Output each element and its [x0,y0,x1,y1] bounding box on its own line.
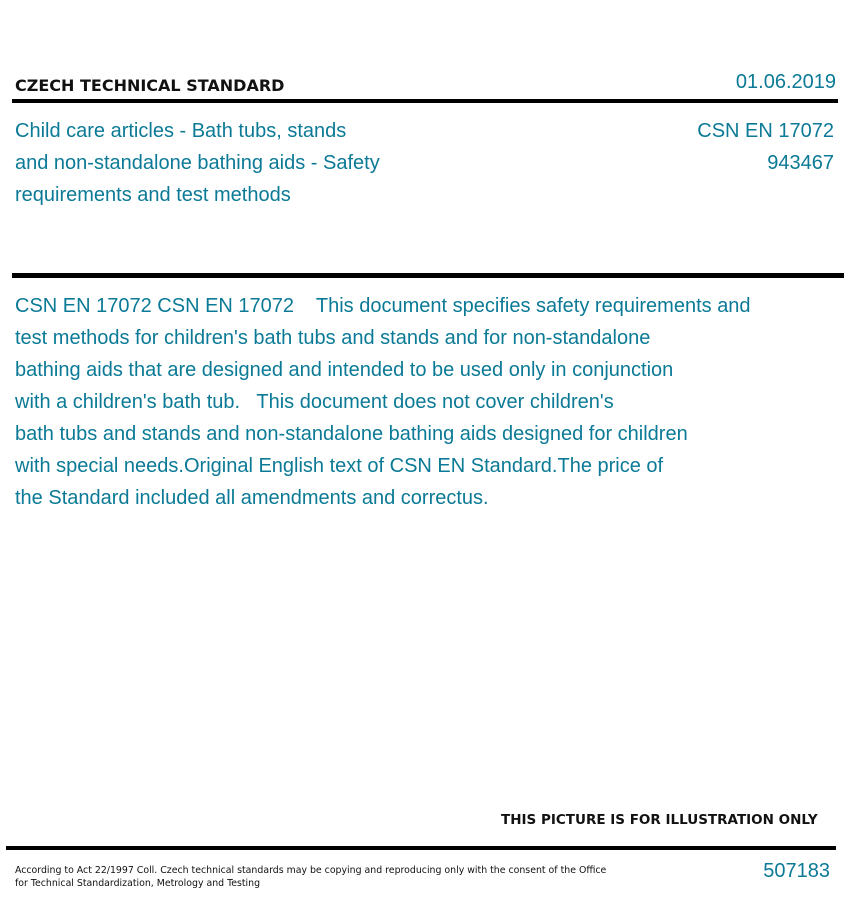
standard-code: CSN EN 17072 [697,120,834,142]
description-line: the Standard included all amendments and correctus. [15,487,489,509]
middle-divider [12,273,844,278]
catalog-number: 507183 [763,860,830,882]
title-line: and non-standalone bathing aids - Safety [15,152,380,174]
standard-identifiers [697,115,834,179]
description-line: CSN EN 17072 CSN EN 17072 This document specifies safety requirements and [15,295,751,317]
description-line: bath tubs and stands and non-standalone bathing aids designed for children [15,423,688,445]
standard-number: 943467 [767,152,834,174]
description-line: bathing aids that are designed and intended to be used only in conjunction [15,359,674,381]
legal-line: According to Act 22/1997 Coll. Czech technical standards may be copying and reproducing only with the consent of the Office [15,865,607,876]
legal-line: for Technical Standardization, Metrology and Testing [15,878,261,889]
title-line: requirements and test methods [15,184,291,206]
top-divider [12,99,838,103]
legal-notice [15,864,615,890]
standard-type-label: CZECH TECHNICAL STANDARD [15,76,285,95]
description-line: with a children's bath tub. This document does not cover children's [15,391,614,413]
illustration-disclaimer: THIS PICTURE IS FOR ILLUSTRATION ONLY [501,812,818,828]
description-line: with special needs.Original English text of CSN EN Standard.The price of [15,455,664,477]
description-line: test methods for children's bath tubs and stands and for non-standalone [15,327,651,349]
standard-title [15,115,455,211]
publication-date: 01.06.2019 [735,71,836,93]
standard-description [15,290,830,514]
title-line: Child care articles - Bath tubs, stands [15,120,347,142]
bottom-divider [6,846,836,850]
